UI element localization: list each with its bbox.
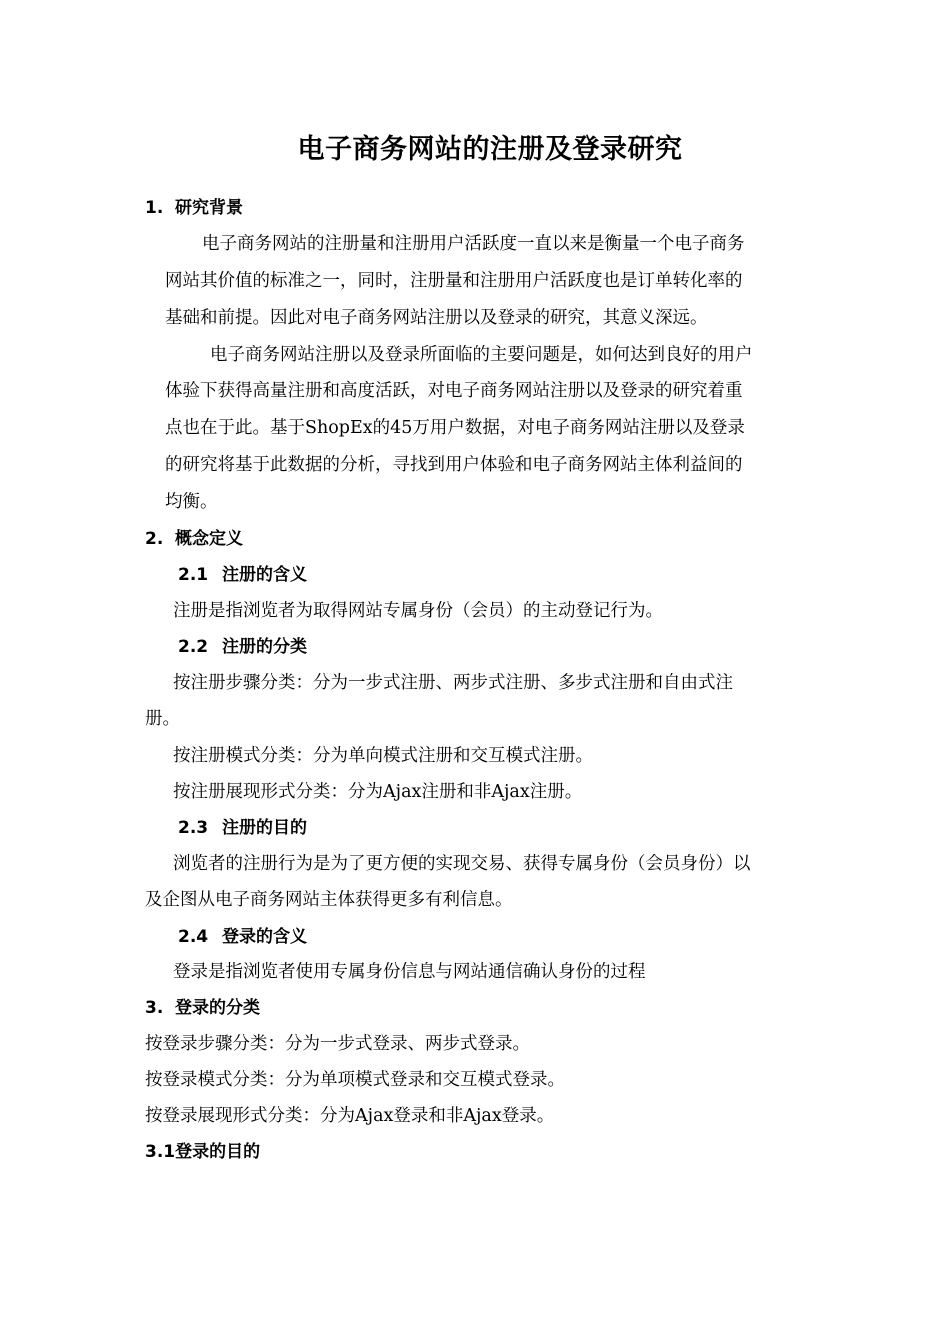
section-2-1-heading [178,562,307,588]
section-2-2-number: 2.2 [178,637,209,657]
section-2-4-heading [178,924,307,950]
section-3-1-heading: 3.1登录的目的 [145,1142,261,1162]
section-2-2-title: 注册的分类 [222,637,307,657]
section-2-3-heading [178,815,307,841]
document-title: 电子商务网站的注册及登录研究 [297,134,683,165]
paragraph-line: 按登录步骤分类：分为一步式登录、两步式登录。 [145,1034,530,1054]
paragraph-line: 登录是指浏览者使用专属身份信息与网站通信确认身份的过程 [173,962,646,982]
paragraph-line: 按登录模式分类：分为单项模式登录和交互模式登录。 [145,1070,565,1090]
section-2-title: 概念定义 [175,529,243,549]
paragraph-line: 网站其价值的标准之一，同时，注册量和注册用户活跃度也是订单转化率的 [165,271,743,291]
section-2-number: 2. [145,529,164,549]
paragraph-line: 按注册展现形式分类：分为Ajax注册和非Ajax注册。 [173,782,583,802]
section-1-heading [145,195,243,221]
section-3-title: 登录的分类 [175,998,260,1018]
section-3-heading [145,995,260,1021]
section-1-number: 1. [145,198,164,218]
paragraph-line: 按登录展现形式分类：分为Ajax登录和非Ajax登录。 [145,1106,555,1126]
paragraph-line: 按注册步骤分类：分为一步式注册、两步式注册、多步式注册和自由式注 [173,673,733,693]
section-2-4-title: 登录的含义 [222,927,307,947]
paragraph-line: 及企图从电子商务网站主体获得更多有利信息。 [145,890,513,910]
section-2-1-number: 2.1 [178,565,209,585]
paragraph-line: 的研究将基于此数据的分析，寻找到用户体验和电子商务网站主体利益间的 [165,455,743,475]
paragraph-line: 电子商务网站的注册量和注册用户活跃度一直以来是衡量一个电子商务 [202,234,745,254]
paragraph-line: 基础和前提。因此对电子商务网站注册以及登录的研究，其意义深远。 [165,308,708,328]
section-2-1-title: 注册的含义 [222,565,307,585]
section-1-title: 研究背景 [175,198,243,218]
paragraph-line: 电子商务网站注册以及登录所面临的主要问题是，如何达到良好的用户 [210,345,753,365]
paragraph-line: 体验下获得高量注册和高度活跃，对电子商务网站注册以及登录的研究着重 [165,381,743,401]
paragraph-line: 按注册模式分类：分为单向模式注册和交互模式注册。 [173,746,593,766]
section-3-number: 3. [145,998,164,1018]
section-2-2-heading [178,634,307,660]
section-2-3-number: 2.3 [178,818,209,838]
paragraph-line: 点也在于此。基于ShopEx的45万用户数据，对电子商务网站注册以及登录 [165,418,745,438]
paragraph-line: 册。 [145,709,180,729]
section-2-heading [145,526,243,552]
paragraph-line: 均衡。 [165,492,218,512]
paragraph-line: 浏览者的注册行为是为了更方便的实现交易、获得专属身份（会员身份）以 [173,854,751,874]
section-2-4-number: 2.4 [178,927,209,947]
paragraph-line: 注册是指浏览者为取得网站专属身份（会员）的主动登记行为。 [173,601,663,621]
section-2-3-title: 注册的目的 [222,818,307,838]
